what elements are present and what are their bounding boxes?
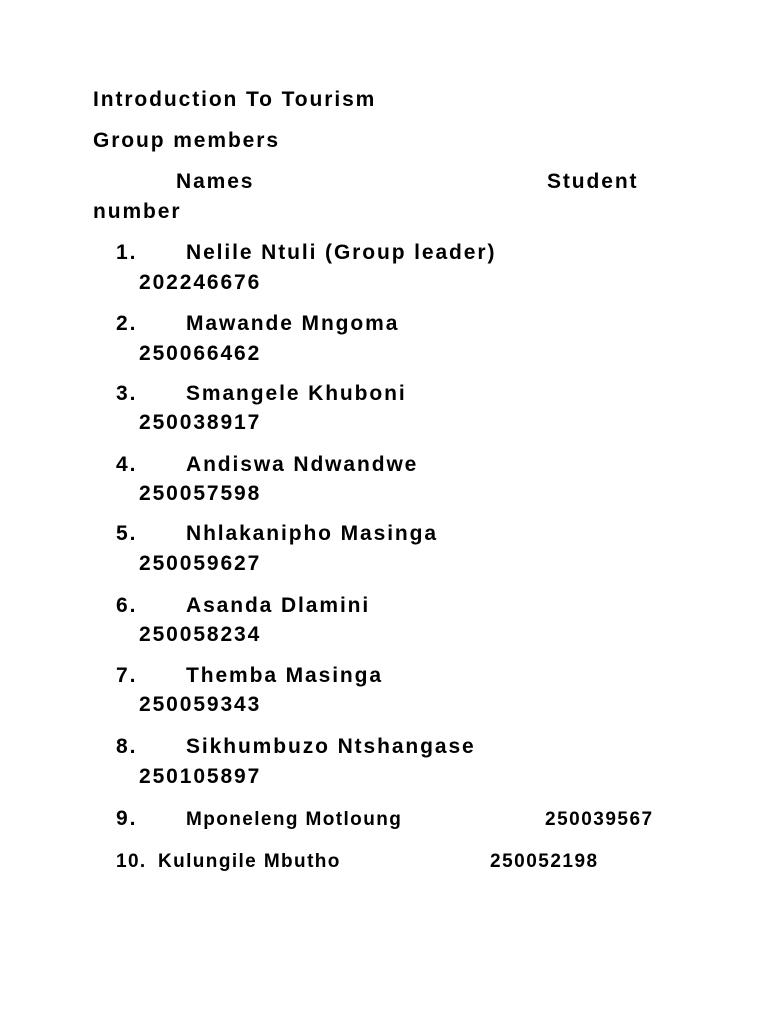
list-item-name: Asanda Dlamini bbox=[186, 594, 371, 617]
list-item-student-number: 250059627 bbox=[139, 552, 262, 575]
list-item-index: 1. bbox=[116, 241, 138, 264]
names-column-header: Names bbox=[176, 170, 255, 193]
list-item-name: Sikhumbuzo Ntshangase bbox=[186, 735, 476, 758]
list-item-student-number: 250059343 bbox=[139, 693, 262, 716]
list-item-index: 10. bbox=[116, 851, 147, 872]
list-item-name: Mawande Mngoma bbox=[186, 312, 400, 335]
list-item-student-number: 250066462 bbox=[139, 342, 262, 365]
list-item-index: 6. bbox=[116, 594, 138, 617]
list-item-student-number: 250038917 bbox=[139, 411, 262, 434]
list-item-student-number: 250057598 bbox=[139, 482, 262, 505]
list-item-name: Kulungile Mbutho bbox=[158, 851, 341, 872]
list-item-student-number: 202246676 bbox=[139, 271, 262, 294]
list-item-index: 4. bbox=[116, 453, 138, 476]
list-item-student-number: 250058234 bbox=[139, 623, 262, 646]
list-item-name: Nelile Ntuli (Group leader) bbox=[186, 241, 497, 264]
list-item-student-number: 250105897 bbox=[139, 765, 262, 788]
group-members-heading: Group members bbox=[93, 129, 280, 152]
list-item-index: 8. bbox=[116, 735, 138, 758]
list-item-name: Nhlakanipho Masinga bbox=[186, 522, 438, 545]
list-item-index: 9. bbox=[116, 807, 138, 830]
number-column-header: number bbox=[93, 200, 182, 223]
list-item-index: 3. bbox=[116, 382, 138, 405]
list-item-name: Smangele Khuboni bbox=[186, 382, 407, 405]
list-item-index: 2. bbox=[116, 312, 138, 335]
document-title: Introduction To Tourism bbox=[93, 88, 377, 111]
list-item-name: Themba Masinga bbox=[186, 664, 383, 687]
list-item-student-number: 250052198 bbox=[490, 851, 599, 872]
list-item-student-number: 250039567 bbox=[545, 809, 654, 830]
list-item-name: Mponeleng Motloung bbox=[186, 809, 403, 830]
list-item-index: 7. bbox=[116, 664, 138, 687]
list-item-index: 5. bbox=[116, 522, 138, 545]
list-item-name: Andiswa Ndwandwe bbox=[186, 453, 419, 476]
student-column-header: Student bbox=[547, 170, 639, 193]
